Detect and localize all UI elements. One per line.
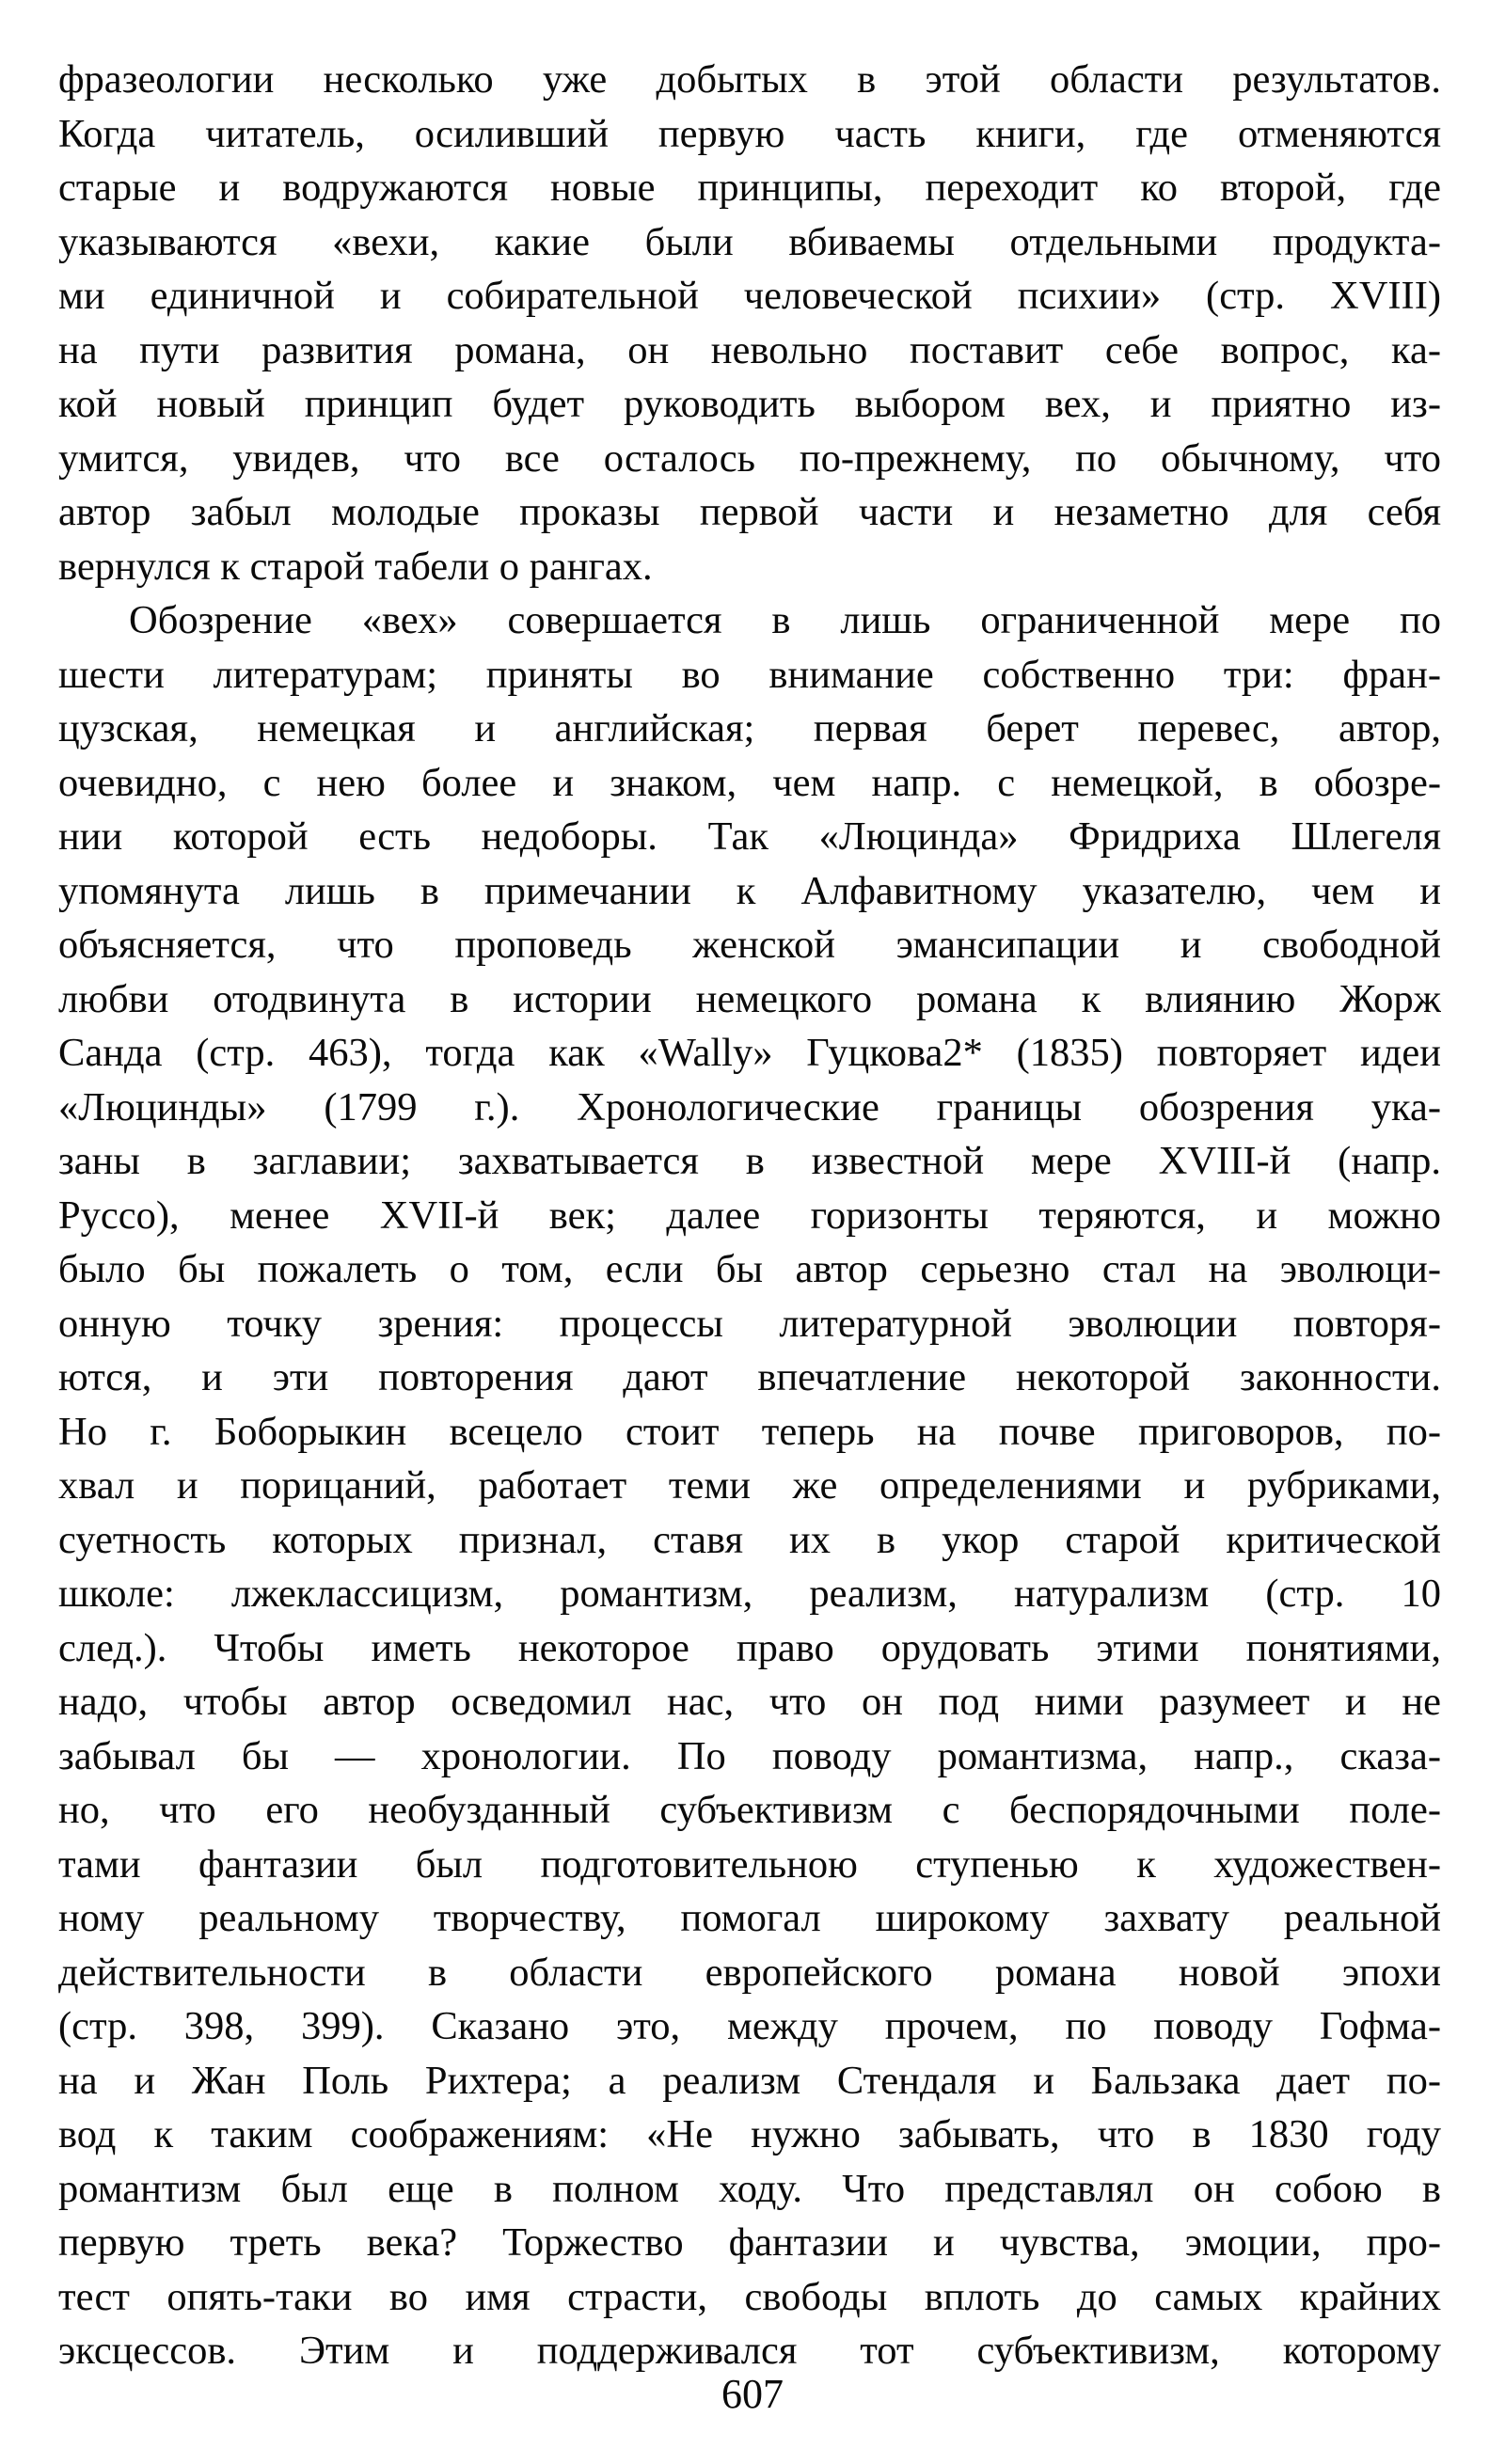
text-line: Санда (стр. 463), тогда как «Wally» Гуцкова2* (1835) повторяет идеи [58, 1031, 1441, 1075]
text-line: но, что его необузданный субъективизм с беспорядочными поле- [58, 1788, 1441, 1832]
text-line: Обозрение «вех» совершается в лишь ограниченной мере по [129, 598, 1441, 642]
text-line: было бы пожалеть о том, если бы автор серьезно стал на эволюци- [58, 1247, 1441, 1291]
text-line: цузская, немецкая и английская; первая берет перевес, автор, [58, 706, 1441, 750]
text-line: упомянута лишь в примечании к Алфавитному указателю, чем и [58, 868, 1441, 913]
text-line: автор забыл молодые проказы первой части и незаметно для себя [58, 490, 1441, 534]
text-line: на пути развития романа, он невольно поставит себе вопрос, ка- [58, 327, 1441, 372]
text-line: ми единичной и собирательной человеческой психии» (стр. XVIII) [58, 274, 1441, 318]
text-line: на и Жан Поль Рихтера; а реализм Стендаля и Бальзака дает по- [58, 2058, 1441, 2103]
text-line: объясняется, что проповедь женской эмансипации и свободной [58, 923, 1441, 967]
text-line: тест опять-таки во имя страсти, свободы вплоть до самых крайних [58, 2274, 1441, 2319]
text-line: действительности в области европейского романа новой эпохи [58, 1950, 1441, 1995]
text-line: заны в заглавии; захватывается в известной мере XVIII-й (напр. [58, 1139, 1441, 1183]
text-line: шести литературам; приняты во внимание собственно три: фран- [58, 652, 1441, 697]
text-line: романтизм был еще в полном ходу. Что представлял он собою в [58, 2166, 1441, 2211]
text-line: «Люцинды» (1799 г.). Хронологические границы обозрения ука- [58, 1084, 1441, 1129]
text-line: ному реальному творчеству, помогал широкому захвату реальной [58, 1896, 1441, 1940]
text-line: очевидно, с нею более и знаком, чем напр. с немецкой, в обозре- [58, 760, 1441, 805]
text-line: эксцессов. Этим и поддерживался тот субъективизм, которому [58, 2329, 1441, 2373]
text-line: кой новый принцип будет руководить выбором вех, и приятно из- [58, 382, 1441, 426]
text-line: Но г. Боборыкин всецело стоит теперь на почве приговоров, по- [58, 1409, 1441, 1454]
text-line: старые и водружаются новые принципы, переходит ко второй, где [58, 166, 1441, 210]
text-line: любви отодвинута в истории немецкого романа к влиянию Жорж [58, 976, 1441, 1021]
text-line: ются, и эти повторения дают впечатление некоторой законности. [58, 1355, 1441, 1399]
text-line: нии которой есть недоборы. Так «Люцинда» Фридриха Шлегеля [58, 814, 1441, 859]
text-line: хвал и порицаний, работает теми же определениями и рубриками, [58, 1463, 1441, 1508]
text-line: след.). Чтобы иметь некоторое право орудовать этими понятиями, [58, 1625, 1441, 1670]
text-line: вод к таким соображениям: «Не нужно забывать, что в 1830 году [58, 2112, 1441, 2156]
text-line: школе: лжеклассицизм, романтизм, реализм, натурализм (стр. 10 [58, 1572, 1441, 1616]
text-line: тами фантазии был подготовительною ступенью к художествен- [58, 1841, 1441, 1887]
text-line: фразеологии несколько уже добытых в этой области результатов. [58, 57, 1441, 102]
page-number: 607 [721, 2371, 784, 2417]
text-line: умится, увидев, что все осталось по-прежнему, по обычному, что [58, 435, 1441, 481]
text-line: (стр. 398, 399). Сказано это, между прочем, по поводу Гофма- [58, 2004, 1441, 2048]
text-line: Руссо), менее XVII-й век; далее горизонты теряются, и можно [58, 1193, 1441, 1238]
paragraph-2 [58, 593, 1441, 2378]
text-line: вернулся к старой табели о рангах. [58, 544, 653, 589]
text-line: онную точку зрения: процессы литературной эволюции повторя- [58, 1301, 1441, 1346]
text-line: первую треть века? Торжество фантазии и чувства, эмоции, про- [58, 2220, 1441, 2265]
text-line: забывал бы — хронологии. По поводу романтизма, напр., сказа- [58, 1733, 1441, 1778]
text-line: Когда читатель, осиливший первую часть книги, где отменяются [58, 111, 1441, 156]
text-line: суетность которых признал, ставя их в укор старой критической [58, 1517, 1441, 1562]
text-line: указываются «вехи, какие были вбиваемы отдельными продукта- [58, 219, 1441, 264]
paragraph-1 [58, 53, 1441, 593]
text-line: надо, чтобы автор осведомил нас, что он под ними разумеет и не [58, 1680, 1441, 1724]
